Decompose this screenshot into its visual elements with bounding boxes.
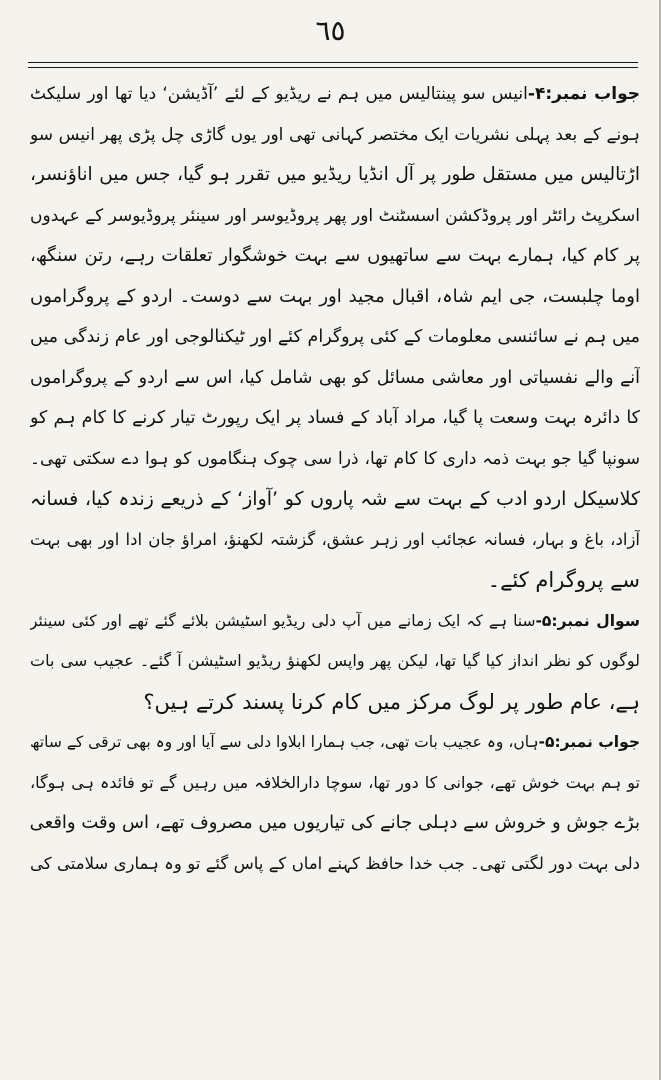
line-text: اوما چلبست، جی ایم شاہ، اقبال مجید اور بہت سے دوست۔ اردو کے پروگراموں bbox=[30, 285, 640, 307]
line-text: اڑتالیس میں مستقل طور پر آل انڈیا ریڈیو میں تقرر ہو گیا، جس میں اناؤنسر، bbox=[30, 164, 640, 185]
text-line bbox=[30, 844, 640, 885]
text-line bbox=[30, 803, 640, 844]
line-text: بڑے جوش و خروش سے دہلی جانے کی تیاریوں میں مصروف تھے، اس وقت واقعی bbox=[30, 812, 640, 833]
text-line bbox=[30, 520, 640, 561]
line-text: ہے، عام طور پر لوگ مرکز میں کام کرنا پسند کرتے ہیں؟ bbox=[143, 689, 640, 714]
text-line bbox=[30, 115, 640, 156]
line-text: انیس سو پینتالیس میں ہم نے ریڈیو کے لئے ’آڈیشن‘ دیا تھا اور سلیکٹ bbox=[30, 84, 528, 104]
line-text: لوگوں کو نظر انداز کیا گیا تھا، لیکن پھر واپس لکھنؤ ریڈیو اسٹیشن آ گئے۔ عجیب سی بات bbox=[30, 651, 640, 670]
question-answer-label: جواب نمبر:۴- bbox=[527, 84, 640, 104]
line-text: آزاد، باغ و بہار، فسانہ عجائب اور زہر عشق، گزشتہ لکھنؤ، امراؤ جان ادا اور بھی بہت bbox=[30, 529, 640, 549]
text-line bbox=[30, 722, 640, 763]
text-line bbox=[30, 601, 640, 642]
text-line bbox=[30, 682, 640, 723]
line-text: ہونے کے بعد پہلی نشریات ایک مختصر کہانی تھی اور یوں گاڑی چل پڑی پھر انیس سو bbox=[30, 124, 640, 145]
text-line bbox=[30, 479, 640, 520]
line-text: سنا ہے کہ ایک زمانے میں آپ دلی ریڈیو اسٹیشن بلائے گئے تھے اور کئی سینئر bbox=[30, 611, 536, 630]
header-rule-top bbox=[28, 62, 638, 63]
question-answer-label: جواب نمبر:۵- bbox=[538, 733, 640, 751]
page-body-text bbox=[30, 74, 640, 884]
text-line bbox=[30, 155, 640, 196]
text-line bbox=[30, 439, 640, 480]
text-line bbox=[30, 317, 640, 358]
text-line bbox=[30, 236, 640, 277]
line-text: کا دائرہ بہت وسعت پا گیا، مراد آباد کے فساد پر ایک رپورٹ تیار کرنے کا کام ہم کو bbox=[30, 408, 640, 428]
text-line bbox=[30, 641, 640, 682]
line-text: میں ہم نے سائنسی معلومات کے کئی پروگرام کئے اور ٹیکنالوجی اور عام زندگی میں bbox=[30, 327, 640, 347]
text-line bbox=[30, 763, 640, 804]
text-line bbox=[30, 358, 640, 399]
header-rule-bottom bbox=[28, 67, 638, 68]
line-text: آنے والے نفسیاتی اور معاشی مسائل کو بھی شامل کیا، اس سے اردو کے پروگراموں bbox=[30, 367, 640, 388]
line-text: سے پروگرام کئے۔ bbox=[487, 568, 640, 592]
line-text: دلی بہت دور لگتی تھی۔ جب خدا حافظ کہنے اماں کے پاس گئے تو وہ ہماری سلامتی کی bbox=[30, 853, 640, 873]
line-text: ہاں، وہ عجیب بات تھی، جب ہمارا ابلاوا دلی سے آیا اور وہ بھی ترقی کے ساتھ bbox=[30, 733, 539, 751]
line-text: پر کام کیا، ہمارے بہت سے ساتھیوں سے بہت خوشگوار تعلقات رہے، رتن سنگھ، bbox=[30, 245, 640, 266]
line-text: تو ہم بہت خوش تھے، جوانی کا دور تھا، سوچا دارالخلافہ میں رہیں گے تو فائدہ ہی ہوگا، bbox=[30, 772, 640, 792]
page-number: ٦٥ bbox=[315, 14, 346, 47]
line-text: اسکرپٹ رائٹر اور پروڈکشن اسسٹنٹ اور پھر پروڈیوسر اور سینئر پروڈیوسر کے عہدوں bbox=[30, 205, 640, 226]
text-line bbox=[30, 560, 640, 601]
question-answer-label: سوال نمبر:۵- bbox=[535, 611, 640, 630]
text-line bbox=[30, 398, 640, 439]
line-text: سونپا گیا جو بہت ذمہ داری کا کام تھا، ذرا سی چوک ہنگاموں کو ہوا دے سکتی تھی۔ bbox=[30, 448, 640, 469]
text-line bbox=[30, 196, 640, 237]
text-line bbox=[30, 74, 640, 115]
line-text: کلاسیکل اردو ادب کے بہت سے شہ پاروں کو ’آواز‘ کے ذریعے زندہ کیا، فسانہ bbox=[30, 488, 640, 510]
text-line bbox=[30, 277, 640, 318]
